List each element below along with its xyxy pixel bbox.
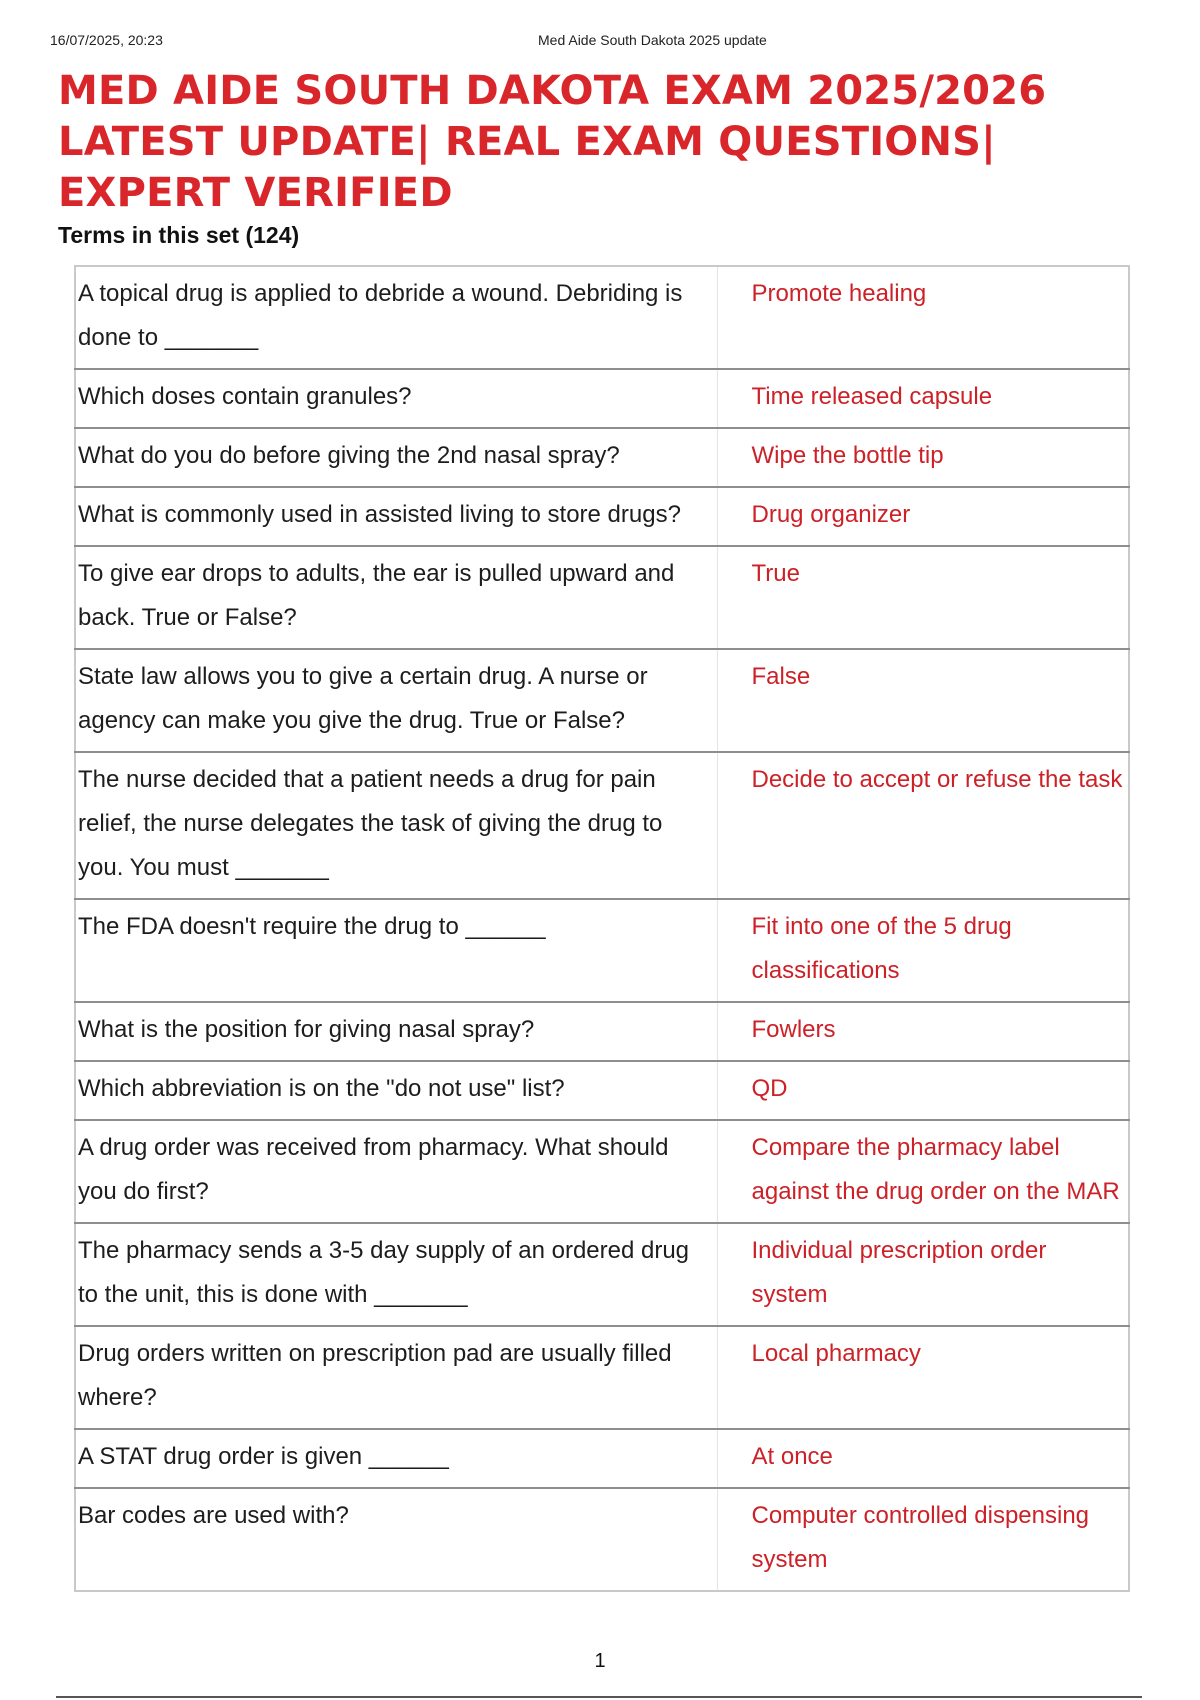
- term-question: State law allows you to give a certain drug. A nurse or agency can make you give the drug. True or False?: [75, 649, 717, 752]
- term-row: [75, 428, 1129, 487]
- term-row: [75, 487, 1129, 546]
- term-question: The pharmacy sends a 3-5 day supply of an ordered drug to the unit, this is done with _______: [75, 1223, 717, 1326]
- term-question: A drug order was received from pharmacy. What should you do first?: [75, 1120, 717, 1223]
- term-question: Which doses contain granules?: [75, 369, 717, 428]
- term-answer: Promote healing: [751, 280, 927, 307]
- term-answer: Drug organizer: [717, 487, 1129, 546]
- term-answer: Individual prescription order system: [717, 1223, 1129, 1326]
- page-title: MED AIDE SOUTH DAKOTA EXAM 2025/2026 LATEST UPDATE| REAL EXAM QUESTIONS| EXPERT VERIFIED: [58, 68, 1047, 216]
- term-question: The nurse decided that a patient needs a drug for pain relief, the nurse delegates the task of giving the drug to you. You must _______: [75, 752, 717, 899]
- term-question: Drug orders written on prescription pad are usually filled where?: [75, 1326, 717, 1429]
- term-row: [75, 1120, 1129, 1223]
- term-row: [75, 1061, 1129, 1120]
- terms-count-heading: Terms in this set (124): [58, 222, 300, 248]
- term-question: Bar codes are used with?: [75, 1488, 717, 1591]
- term-answer: Time released capsule: [717, 369, 1129, 428]
- term-question: A topical drug is applied to debride a wound. Debriding is done to _______: [75, 266, 717, 369]
- term-answer: Fit into one of the 5 drug classifications: [717, 899, 1129, 1002]
- term-answer: QD: [717, 1061, 1129, 1120]
- terms-table-body: [75, 266, 1129, 1591]
- term-row: [75, 546, 1129, 649]
- page-number: 1: [594, 1650, 606, 1672]
- footer-divider: [56, 1696, 1142, 1698]
- term-question: What is the position for giving nasal spray?: [75, 1002, 717, 1061]
- term-answer: Compare the pharmacy label against the drug order on the MAR: [717, 1120, 1129, 1223]
- term-answer: True: [717, 546, 1129, 649]
- term-answer: At once: [717, 1429, 1129, 1488]
- term-answer: Computer controlled dispensing system: [717, 1488, 1129, 1591]
- term-row: [75, 1488, 1129, 1591]
- term-row: [75, 1326, 1129, 1429]
- term-answer: Fowlers: [717, 1002, 1129, 1061]
- term-answer: Decide to accept or refuse the task: [717, 752, 1129, 899]
- term-question: Which abbreviation is on the "do not use" list?: [75, 1061, 717, 1120]
- term-row: [75, 899, 1129, 1002]
- term-question: A STAT drug order is given ______: [75, 1429, 717, 1488]
- term-question: What is commonly used in assisted living to store drugs?: [75, 487, 717, 546]
- term-row: [75, 649, 1129, 752]
- term-question: To give ear drops to adults, the ear is pulled upward and back. True or False?: [75, 546, 717, 649]
- term-row: [75, 752, 1129, 899]
- term-row: [75, 1223, 1129, 1326]
- term-question: What do you do before giving the 2nd nasal spray?: [75, 428, 717, 487]
- term-row: [75, 266, 1129, 369]
- term-answer: False: [717, 649, 1129, 752]
- term-row: [75, 1002, 1129, 1061]
- print-doc-title: Med Aide South Dakota 2025 update: [538, 32, 767, 48]
- term-question: The FDA doesn't require the drug to ______: [75, 899, 717, 1002]
- term-answer: Local pharmacy: [717, 1326, 1129, 1429]
- term-row: [75, 369, 1129, 428]
- print-date: 16/07/2025, 20:23: [50, 32, 163, 48]
- term-row: [75, 1429, 1129, 1488]
- print-header: [50, 32, 1140, 52]
- terms-table: [74, 265, 1130, 1592]
- term-answer: Wipe the bottle tip: [717, 428, 1129, 487]
